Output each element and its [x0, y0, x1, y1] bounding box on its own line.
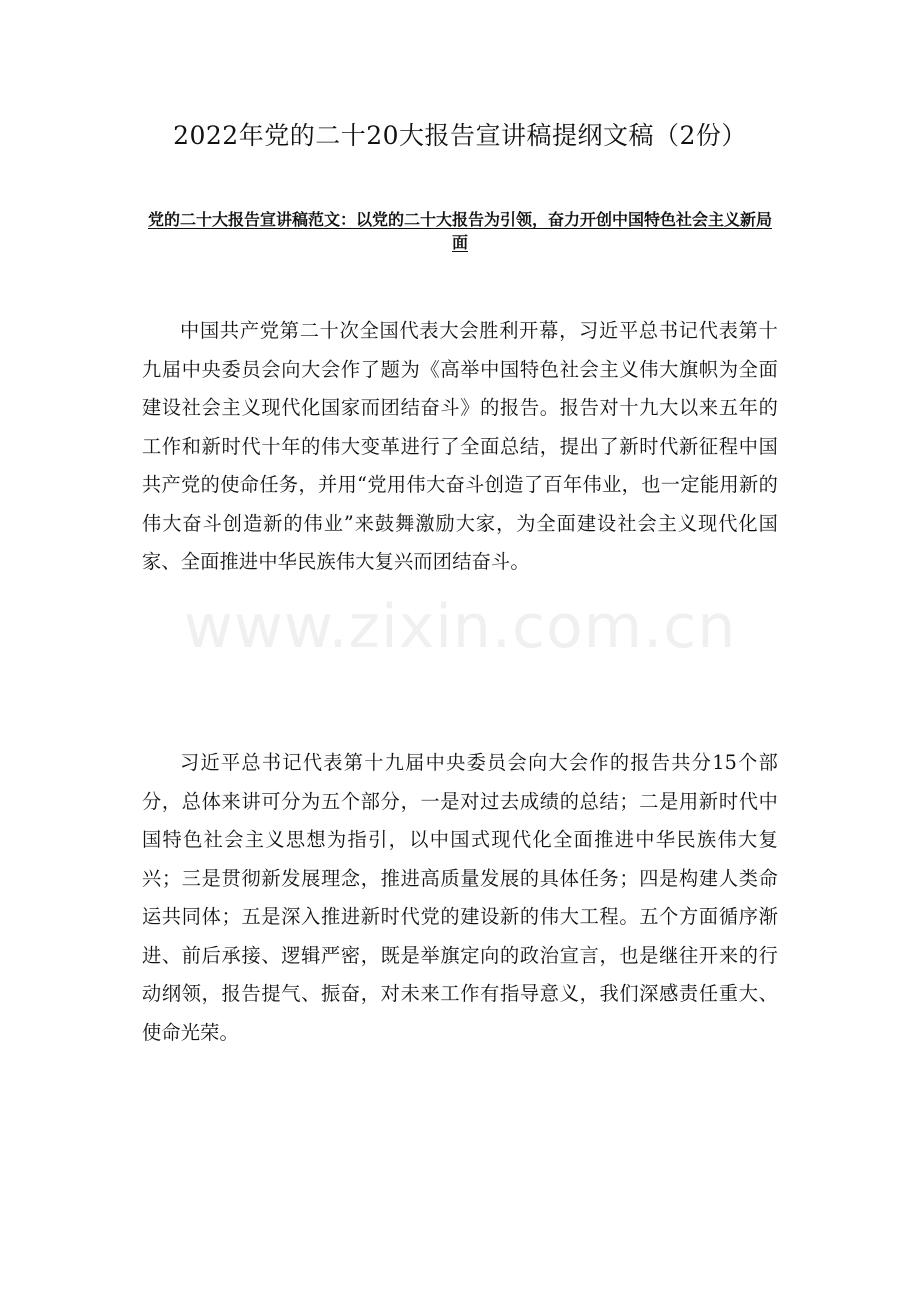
- watermark: www.zixin.com.cn: [183, 592, 737, 662]
- document-title: 2022年党的二十20大报告宣讲稿提纲文稿（2份）: [173, 121, 747, 150]
- document-subtitle: 党的二十大报告宣讲稿范文：以党的二十大报告为引领，奋力开创中国特色社会主义新局面: [147, 210, 772, 252]
- body-paragraph-1: 中国共产党第二十次全国代表大会胜利开幕，习近平总书记代表第十九届中央委员会向大会作了题为《高举中国特色社会主义伟大旗帜为全面建设社会主义现代化国家而团结奋斗》的报告。报告对十九大以来五年的工作和新时代十年的伟大变革进行了全面总结，提出了新时代新征程中国共产党的使命任务，并用“党用伟大奋斗创造了百年伟业，也一定能用新的伟大奋斗创造新的伟业”来鼓舞激励大家，为全面建设社会主义现代化国家、全面推进中华民族伟大复兴而团结奋斗。: [142, 319, 778, 573]
- body-paragraph-2: 习近平总书记代表第十九届中央委员会向大会作的报告共分15个部分，总体来讲可分为五个部分，一是对过去成绩的总结；二是用新时代中国特色社会主义思想为指引，以中国式现代化全面推进中华民族伟大复兴；三是贯彻新发展理念，推进高质量发展的具体任务；四是构建人类命运共同体；五是深入推进新时代党的建设新的伟大工程。五个方面循序渐进、前后承接、逻辑严密，既是举旗定向的政治宣言，也是继往开来的行动纲领，报告提气、振奋，对未来工作有指导意义，我们深感责任重大、使命光荣。: [142, 751, 778, 1044]
